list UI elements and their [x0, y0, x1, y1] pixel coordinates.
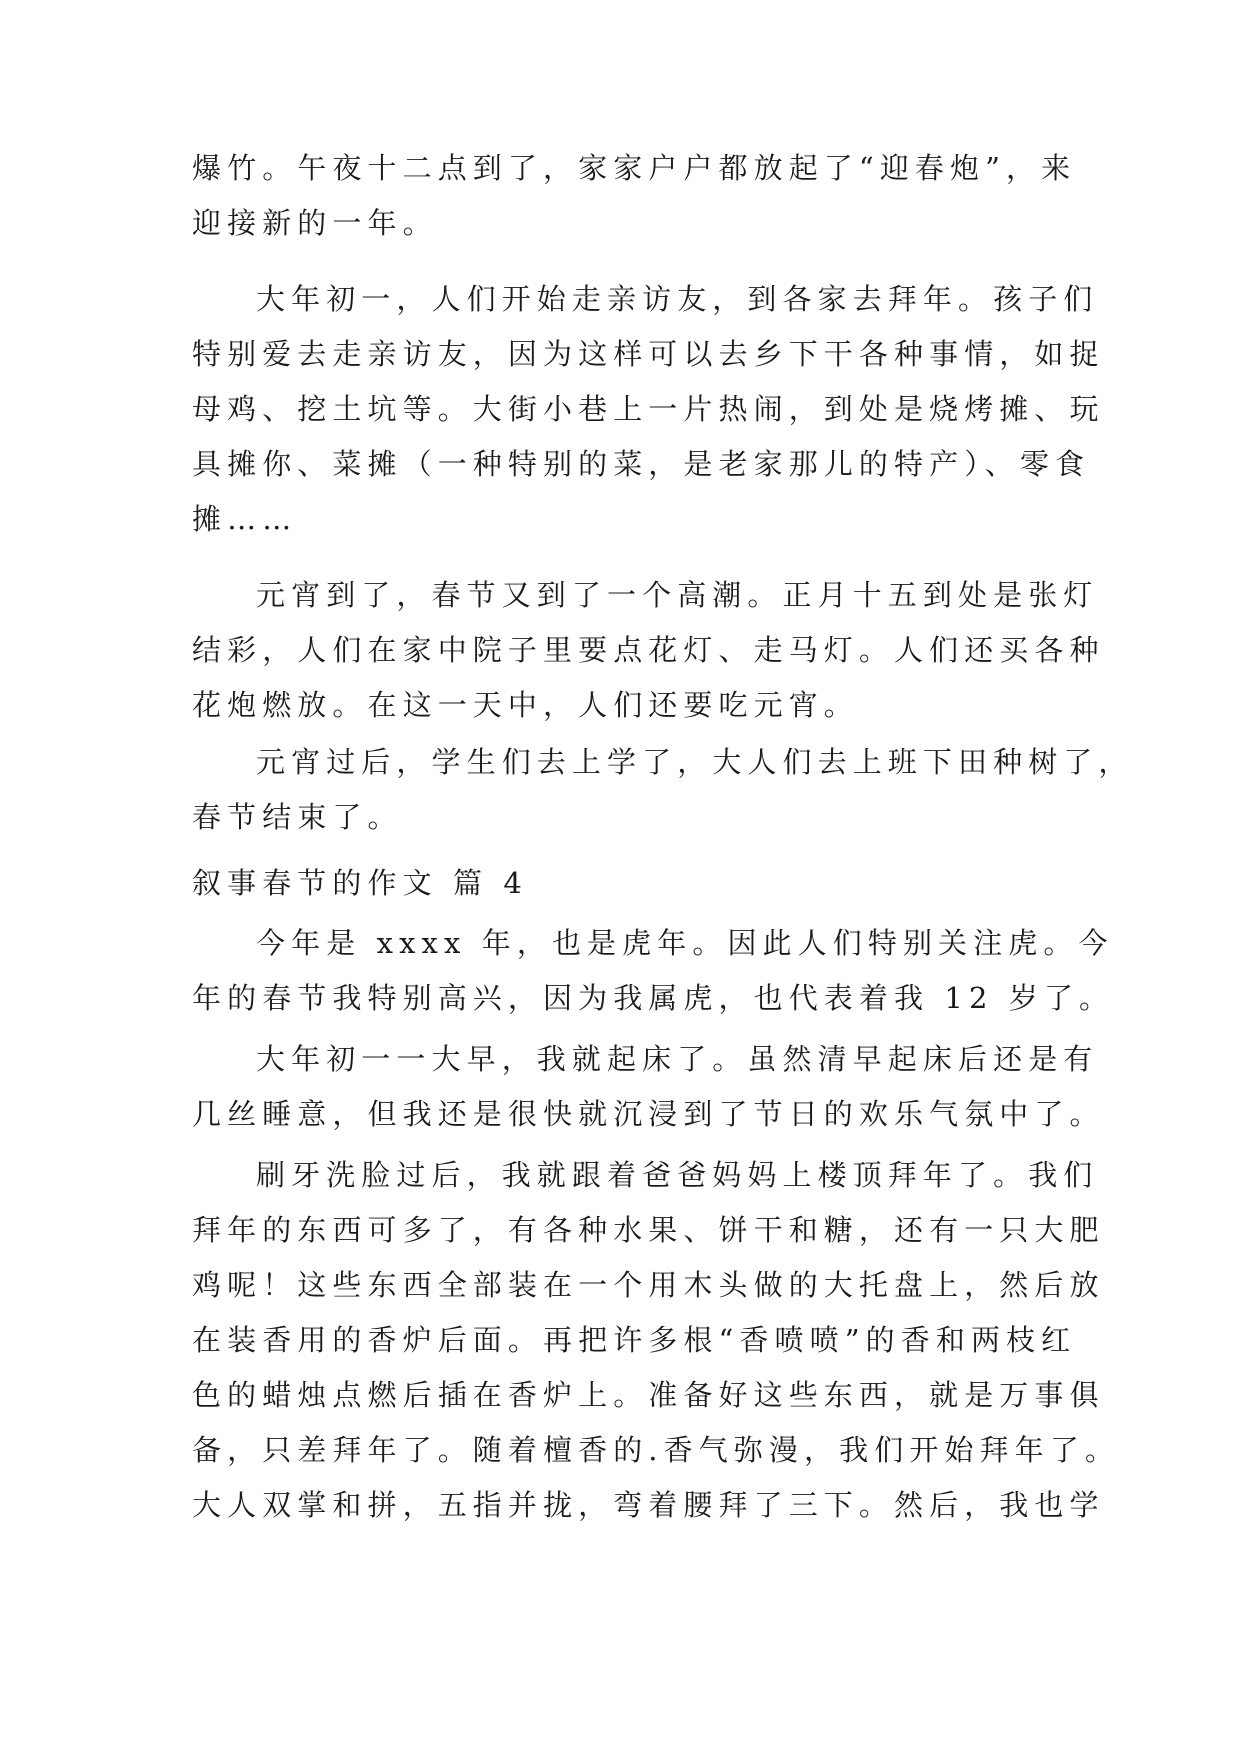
text-line: 具摊你、菜摊（一种特别的菜，是老家那儿的特产）、零食 — [192, 447, 1091, 481]
paragraph-first-line: 今年是 xxxx 年，也是虎年。因此人们特别关注虎。今 — [256, 926, 1114, 960]
text-line: 花炮燃放。在这一天中，人们还要吃元宵。 — [192, 688, 859, 722]
text-line: 摊…… — [192, 502, 298, 536]
paragraph-first-line: 元宵到了，春节又到了一个高潮。正月十五到处是张灯 — [256, 578, 1099, 612]
text-line: 结彩，人们在家中院子里要点花灯、走马灯。人们还买各种 — [192, 633, 1105, 667]
text-line: 爆竹。午夜十二点到了，家家户户都放起了“迎春炮”，来 — [192, 151, 1077, 185]
text-line: 大人双掌和拼，五指并拢，弯着腰拜了三下。然后，我也学 — [192, 1488, 1105, 1522]
text-line: 拜年的东西可多了，有各种水果、饼干和糖，还有一只大肥 — [192, 1213, 1105, 1247]
paragraph-first-line: 大年初一一大早，我就起床了。虽然清早起床后还是有 — [256, 1042, 1099, 1076]
text-line: 春节结束了。 — [192, 800, 403, 834]
paragraph-first-line: 刷牙洗脸过后，我就跟着爸爸妈妈上楼顶拜年了。我们 — [256, 1158, 1099, 1192]
text-line: 母鸡、挖土坑等。大街小巷上一片热闹，到处是烧烤摊、玩 — [192, 392, 1105, 426]
text-line: 特别爱去走亲访友，因为这样可以去乡下干各种事情，如捉 — [192, 337, 1105, 371]
text-line: 色的蜡烛点燃后插在香炉上。准备好这些东西，就是万事俱 — [192, 1378, 1105, 1412]
text-line: 鸡呢！这些东西全部装在一个用木头做的大托盘上，然后放 — [192, 1268, 1105, 1302]
text-line: 备，只差拜年了。随着檀香的.香气弥漫，我们开始拜年了。 — [192, 1433, 1120, 1467]
text-line: 几丝睡意，但我还是很快就沉浸到了节日的欢乐气氛中了。 — [192, 1097, 1105, 1131]
text-line: 在装香用的香炉后面。再把许多根“香喷喷”的香和两枝红 — [192, 1323, 1077, 1357]
paragraph-first-line: 元宵过后，学生们去上学了，大人们去上班下田种树了， — [256, 745, 1134, 779]
text-line: 年的春节我特别高兴，因为我属虎，也代表着我 12 岁了。 — [192, 981, 1115, 1015]
text-line: 迎接新的一年。 — [192, 206, 438, 240]
paragraph-first-line: 大年初一，人们开始走亲访友，到各家去拜年。孩子们 — [256, 282, 1099, 316]
section-heading: 叙事春节的作文 篇 4 — [192, 866, 528, 900]
